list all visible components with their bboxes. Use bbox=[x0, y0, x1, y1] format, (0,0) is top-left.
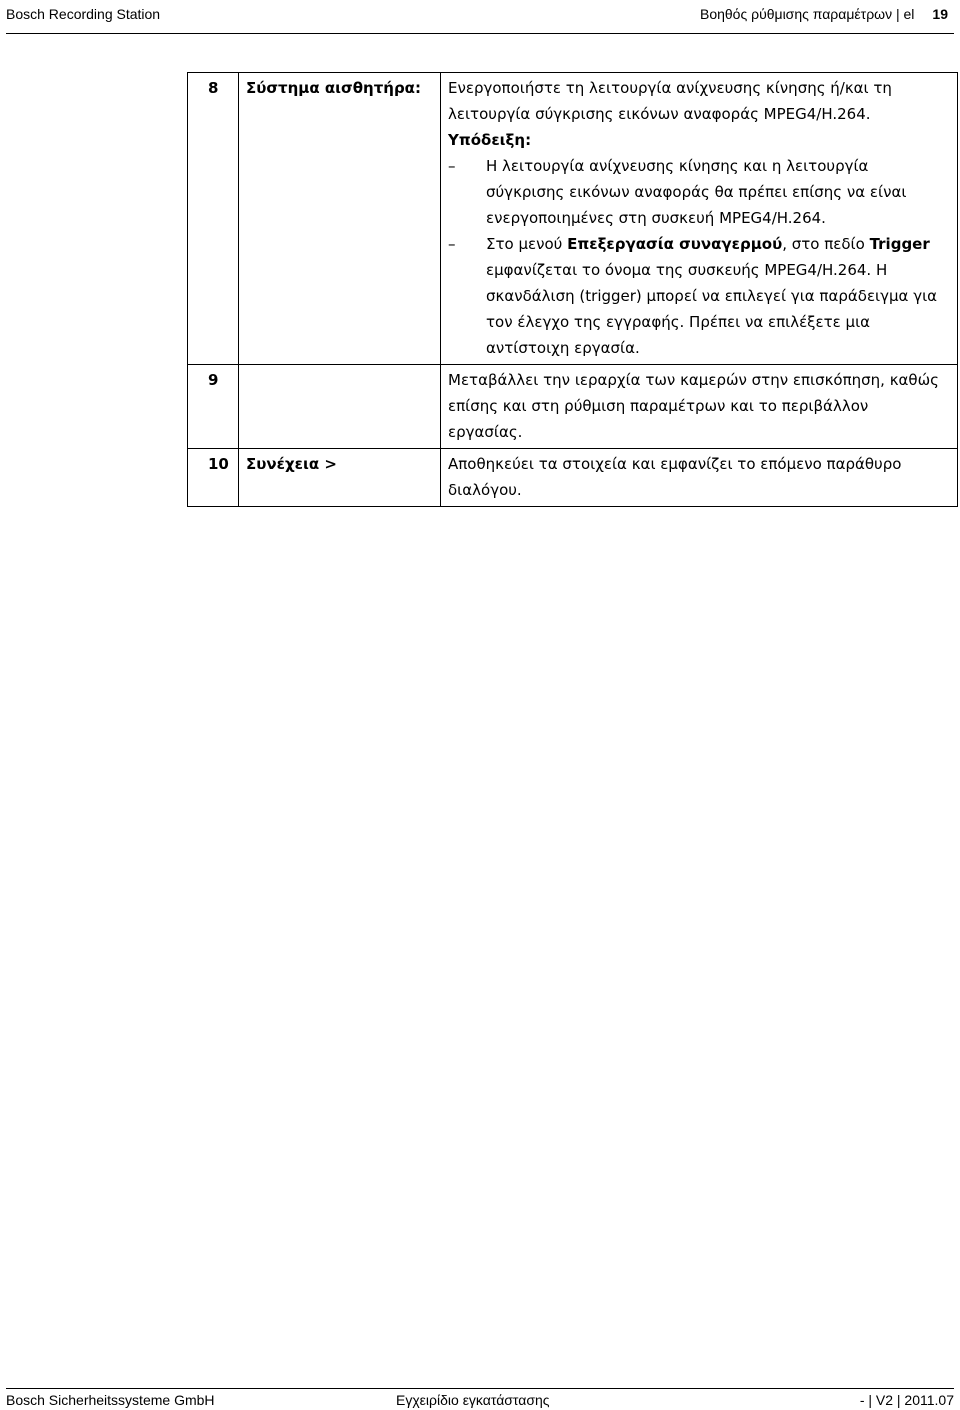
footer-company: Bosch Sicherheitssysteme GmbH bbox=[6, 1392, 215, 1408]
page-header bbox=[6, 0, 954, 34]
header-section-title: Βοηθός ρύθμισης παραμέτρων | el bbox=[699, 6, 915, 22]
note-title: Υπόδειξη: bbox=[448, 131, 532, 149]
header-section bbox=[700, 6, 948, 22]
dash-icon: – bbox=[448, 157, 456, 175]
note-bullet bbox=[448, 153, 947, 231]
row-number: 10 bbox=[188, 449, 239, 507]
row-term bbox=[239, 365, 441, 449]
bullet-text: Η λειτουργία ανίχνευσης κίνησης και η λειτουργία σύγκρισης εικόνων αναφοράς θα πρέπει επίσης να είναι ενεργοποιημένες στη συσκευή MPEG4/H.264. bbox=[486, 157, 907, 227]
header-product-name: Bosch Recording Station bbox=[6, 6, 161, 22]
row-description bbox=[441, 73, 958, 365]
row-term: Σύστημα αισθητήρα: bbox=[239, 73, 441, 365]
bullet-text-part: , στο πεδίο bbox=[782, 235, 870, 253]
note-bullet bbox=[448, 231, 947, 361]
row-description: Αποθηκεύει τα στοιχεία και εμφανίζει το επόμενο παράθυρο διαλόγου. bbox=[441, 449, 958, 507]
footer-version: - | V2 | 2011.07 bbox=[859, 1392, 954, 1408]
table-row bbox=[188, 73, 958, 365]
field-name: Trigger bbox=[869, 235, 930, 253]
page-number: 19 bbox=[932, 6, 948, 22]
bullet-text-part: Στο μενού bbox=[486, 235, 568, 253]
settings-table bbox=[187, 72, 958, 507]
footer-manual-title: Εγχειρίδιο εγκατάστασης bbox=[396, 1392, 550, 1408]
dash-icon: – bbox=[448, 235, 456, 253]
bullet-text-part: εμφανίζεται το όνομα της συσκευής MPEG4/H.264. Η σκανδάλιση (trigger) μπορεί να επιλεγεί για παράδειγμα για τον έλεγχο της εγγραφής. Πρέπει να επιλέξετε μια αντίστοιχη εργασία. bbox=[486, 261, 938, 357]
table-row bbox=[188, 449, 958, 507]
row-description: Μεταβάλλει την ιεραρχία των καμερών στην επισκόπηση, καθώς επίσης και στη ρύθμιση παραμέτρων και το περιβάλλον εργασίας. bbox=[441, 365, 958, 449]
menu-name: Επεξεργασία συναγερμού bbox=[567, 235, 783, 253]
row-term: Συνέχεια > bbox=[239, 449, 441, 507]
page-footer bbox=[6, 1388, 954, 1410]
row-number: 8 bbox=[188, 73, 239, 365]
table-row bbox=[188, 365, 958, 449]
description-text: Ενεργοποιήστε τη λειτουργία ανίχνευσης κίνησης ή/και τη λειτουργία σύγκρισης εικόνων αναφοράς MPEG4/H.264. bbox=[448, 79, 892, 123]
row-number: 9 bbox=[188, 365, 239, 449]
